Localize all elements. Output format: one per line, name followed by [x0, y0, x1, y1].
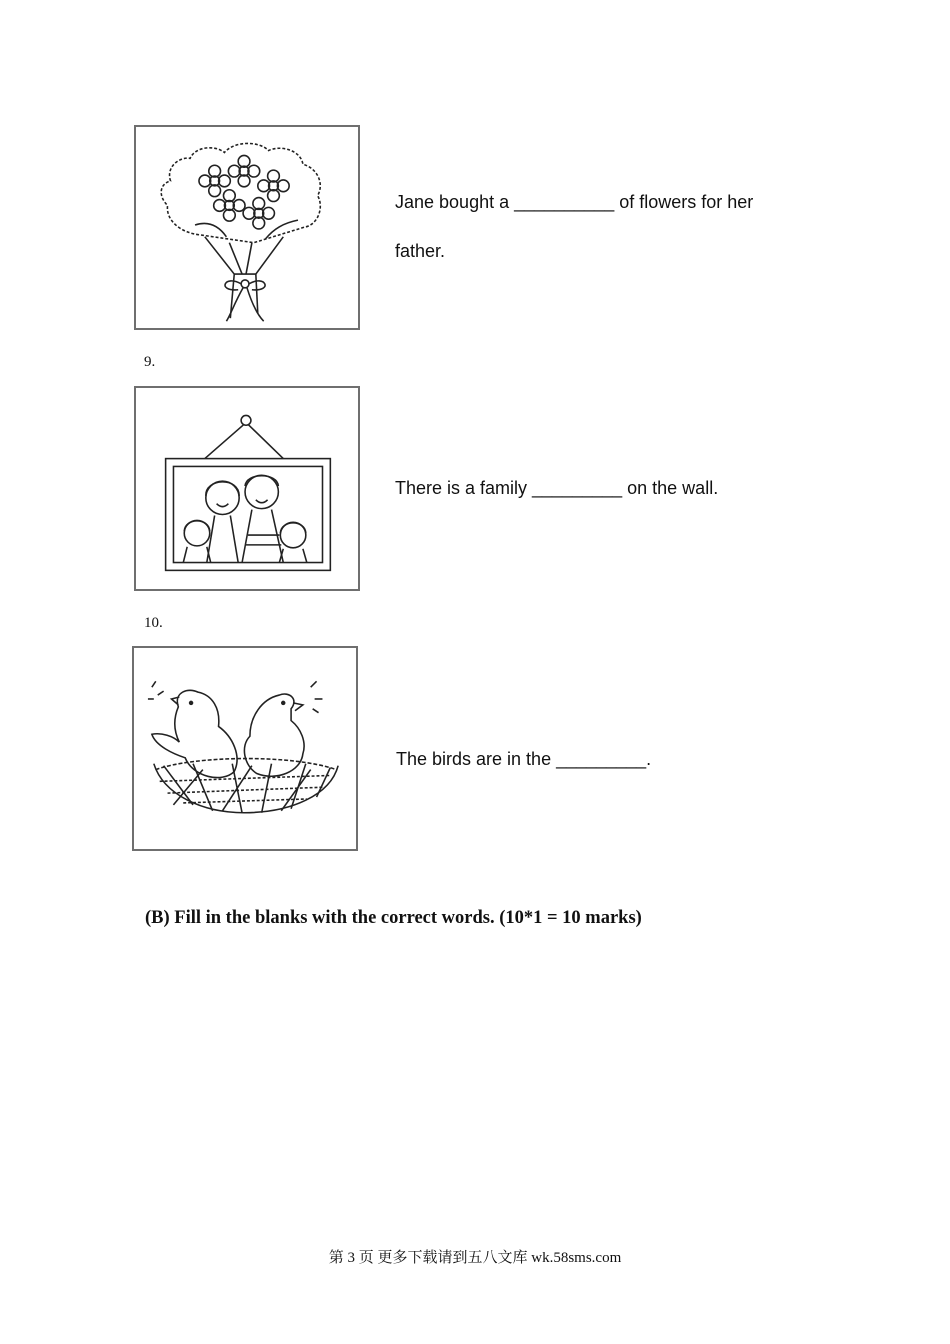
question-number: 10. — [144, 615, 163, 631]
question-sentence: The birds are in the _________. — [396, 749, 652, 769]
flower-bouquet-icon — [136, 127, 358, 328]
birds-nest-icon — [134, 648, 356, 849]
flower-bouquet-picture — [134, 125, 360, 330]
question-sentence: Jane bought a __________ of flowers for her — [395, 192, 754, 212]
family-photo-picture — [134, 386, 360, 591]
question-sentence-continued: father. — [395, 241, 446, 261]
section-b-heading: (B) Fill in the blanks with the correct words. (10*1 = 10 marks) — [145, 908, 642, 928]
birds-nest-picture — [132, 646, 358, 851]
page-footer: 第 3 页 更多下载请到五八文库 wk.58sms.com — [328, 1250, 622, 1266]
question-number: 9. — [144, 354, 156, 370]
question-sentence: There is a family _________ on the wall. — [395, 478, 719, 498]
picture-frame-icon — [136, 388, 358, 589]
